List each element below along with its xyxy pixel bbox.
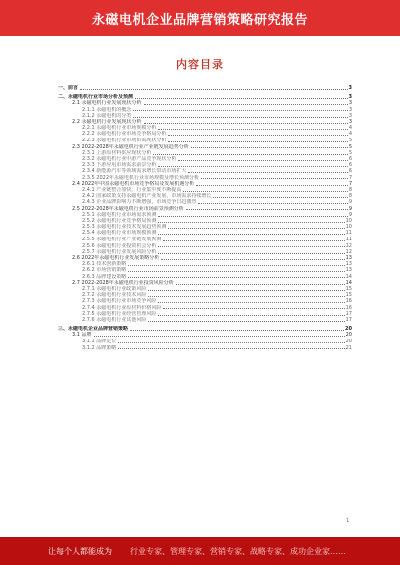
toc-entry-title: 2.7 2022-2028年永磁电机行业投资风险分析	[72, 279, 174, 286]
toc-entry-title: 2.3.3 下游应用市场需求前景分析	[82, 162, 157, 169]
toc-entry-page: 12	[345, 242, 352, 249]
toc-entry-page: 10	[345, 224, 352, 231]
toc-leader-dots	[186, 209, 348, 210]
toc-leader-dots	[161, 259, 344, 260]
toc-entry-title: 2.5.4 永磁电机行业市场规模预测	[82, 230, 157, 237]
toc-entry-page: 3	[348, 85, 352, 91]
toc-entry-page: 5	[348, 149, 352, 156]
toc-entry-page: 8	[348, 187, 352, 193]
toc-entry-page: 3	[348, 106, 352, 113]
toc-entry-page: 7	[348, 180, 352, 187]
toc-entry-page: 9	[348, 211, 352, 218]
toc-leader-dots	[80, 89, 348, 90]
toc-leader-dots	[128, 277, 344, 278]
toc-entry-title: 2.6.1 技术创新策略	[82, 261, 127, 268]
toc-entry-page: 20	[345, 338, 352, 345]
toc-entry-page: 3	[348, 94, 352, 101]
toc-leader-dots	[201, 178, 348, 179]
toc-leader-dots	[188, 172, 347, 173]
toc-leader-dots	[144, 104, 348, 105]
toc-entry-page: 9	[348, 199, 352, 206]
toc-leader-dots	[158, 253, 344, 254]
toc-entry-title: 2.5.7 永磁电机行业发展风险分析	[82, 248, 157, 255]
toc-leader-dots	[183, 191, 347, 192]
toc-entry-page: 13	[345, 261, 352, 268]
toc-entry-page: 16	[345, 304, 352, 311]
toc-entry-page: 5	[348, 143, 352, 150]
toc-heading: 内容目录	[176, 58, 224, 71]
toc-entry-title: 2.5.2 永磁电机行业竞争格局预测	[82, 217, 157, 224]
toc-entry-page: 6	[348, 162, 352, 169]
toc-entry-title: 2.2 永磁电机行业发展现状分析	[72, 118, 142, 125]
toc-entry-title: 2.5.5 永磁电机行业产业链发展预测	[82, 236, 162, 243]
toc-leader-dots	[153, 154, 347, 155]
toc-entry-title: 2.2.3 永磁电机行业市场供需现状分析	[82, 137, 167, 144]
toc-entry[interactable]	[52, 345, 352, 351]
toc-entry-title: 2.7.1 永磁电机行业政策风险	[82, 286, 147, 292]
toc-leader-dots	[158, 216, 347, 217]
toc-leader-dots	[133, 110, 348, 111]
toc-entry-page: 8	[348, 193, 352, 200]
toc-entry-title: 一、前言	[58, 85, 79, 91]
toc-leader-dots	[163, 240, 344, 241]
toc-entry-page: 4	[348, 125, 352, 132]
toc-leader-dots	[198, 203, 347, 204]
toc-leader-dots	[178, 160, 347, 161]
toc-leader-dots	[94, 336, 345, 337]
toc-entry-title: 2.5.6 永磁电机行业投资机会分析	[82, 242, 157, 249]
toc-entry-page: 11	[345, 230, 352, 237]
toc-entry-title: 3.1.1 品牌定位	[82, 338, 117, 345]
toc-entry-title: 2.4.1 产业链整合加快，行业集中度不断提高	[82, 187, 182, 193]
toc-entry-title: 二、永磁电机行业市场分析及预测	[58, 94, 134, 101]
toc-leader-dots	[163, 308, 344, 309]
toc-entry-title: 2.4.3 企业品牌影响力不断增强，市场竞争日趋激烈	[82, 199, 197, 206]
toc-entry-page: 13	[345, 267, 352, 274]
toc-entry-page: 15	[345, 292, 352, 299]
report-footer	[0, 537, 400, 565]
toc-leader-dots	[148, 321, 344, 322]
toc-entry-page: 17	[345, 316, 352, 323]
toc-entry-title: 2.6 2022年永磁电机行业发展策略分析	[72, 255, 160, 262]
toc-entry-page: 4	[348, 131, 352, 138]
toc-entry-title: 2.3.4 新能源汽车等领域需求增长带动市场扩大	[82, 168, 187, 175]
toc-entry-title: 2.2.2 永磁电机行业市场竞争格局分析	[82, 131, 167, 138]
toc-leader-dots	[158, 246, 344, 247]
toc-entry-page: 20	[345, 326, 352, 333]
toc-leader-dots	[133, 117, 348, 118]
toc-entry-title: 2.6.3 品牌建设策略	[82, 273, 127, 280]
footer-slogan-right: 行业专家、管理专家、营销专家、战略专家、成功企业家……	[130, 546, 346, 556]
toc-entry-title: 3.1 品牌	[72, 332, 92, 339]
toc-leader-dots	[168, 135, 347, 136]
toc-entry-title: 2.5 2022-2028年永磁电机行业市场前景预测分析	[72, 205, 184, 212]
toc-leader-dots	[158, 129, 347, 130]
toc-entry-page: 5	[348, 137, 352, 144]
toc-entry-title: 2.5.1 永磁电机行业市场需求预测	[82, 211, 157, 218]
toc-entry-title: 2.5.3 永磁电机行业技术发展趋势预测	[82, 224, 167, 231]
toc-entry-page: 10	[345, 217, 352, 224]
toc-entry-title: 2.7.4 永磁电机行业原材料价格风险	[82, 304, 162, 311]
toc-leader-dots	[148, 296, 344, 297]
toc-entry-page: 6	[348, 168, 352, 175]
toc-leader-dots	[135, 98, 348, 99]
toc-entry-title: 2.7.2 永磁电机行业技术风险	[82, 292, 147, 299]
toc-entry-page: 12	[345, 248, 352, 255]
toc-leader-dots	[158, 234, 344, 235]
toc-entry-page: 17	[345, 310, 352, 317]
toc-leader-dots	[158, 315, 344, 316]
toc-entry-title: 2.3 2022-2028年永磁电机行业产业链发展趋势分析	[72, 143, 189, 150]
toc-entry-page: 14	[345, 273, 352, 280]
page-number: 1	[346, 518, 350, 524]
toc-entry-page: 15	[345, 286, 352, 292]
toc-entry-page: 3	[348, 112, 352, 119]
toc-entry-title: 2.1 永磁电机行业发展现状分析	[72, 100, 142, 107]
toc-entry-page: 13	[345, 255, 352, 262]
toc-leader-dots	[118, 342, 344, 343]
toc-leader-dots	[158, 302, 344, 303]
toc-entry-title: 2.7.3 永磁电机行业市场竞争风险	[82, 298, 157, 305]
toc-entry-page: 6	[348, 156, 352, 163]
toc-entry-page: 3	[348, 118, 352, 125]
toc-entry-title: 2.3.5 2022年永磁电机行业市场规模及增长预测分析	[82, 174, 200, 181]
report-title: 永磁电机企业品牌营销策略研究报告	[91, 12, 308, 28]
toc-entry-title: 2.1.1 永磁电机的概念	[82, 106, 132, 113]
toc-leader-dots	[118, 348, 344, 349]
toc-entry-page: 11	[345, 236, 352, 243]
report-header	[0, 0, 400, 36]
toc-entry-page: 3	[348, 100, 352, 107]
toc-entry-title: 2.4 2022年中国永磁电机市场竞争格局及发展机遇分析	[72, 180, 195, 187]
table-of-contents	[52, 85, 352, 351]
toc-entry-title: 2.6.2 市场营销策略	[82, 267, 127, 274]
toc-leader-dots	[191, 147, 348, 148]
toc-entry-page: 7	[348, 174, 352, 181]
toc-entry-title: 2.7.5 永磁电机行业经营管理风险	[82, 310, 157, 317]
toc-leader-dots	[213, 197, 347, 198]
toc-leader-dots	[168, 228, 344, 229]
toc-entry-page: 21	[345, 344, 352, 351]
toc-entry-page: 16	[345, 298, 352, 305]
toc-leader-dots	[158, 222, 344, 223]
toc-leader-dots	[130, 330, 344, 331]
toc-entry-title: 3.1.2 品牌策略	[82, 344, 117, 351]
toc-leader-dots	[148, 290, 344, 291]
toc-entry-title: 2.3.2 永磁电机行业中游产品竞争现状分析	[82, 156, 177, 163]
toc-entry-title: 2.7.6 永磁电机行业其他风险	[82, 316, 147, 323]
toc-entry-title: 2.1.2 永磁电机的分类	[82, 112, 132, 119]
toc-entry-title: 2.3.1 上游原材料供应现状分析	[82, 149, 152, 156]
footer-slogan-left: 让每个人都能成为	[48, 546, 112, 556]
toc-entry-page: 9	[348, 205, 352, 212]
toc-entry-title: 2.4.2 国家政策支持永磁电机产业发展，市场需求持续增长	[82, 193, 212, 200]
toc-entry-page: 20	[345, 332, 352, 339]
toc-entry-title: 三、永磁电机企业品牌营销策略	[58, 326, 129, 333]
toc-entry-page: 14	[345, 279, 352, 286]
toc-leader-dots	[176, 284, 345, 285]
toc-leader-dots	[168, 141, 347, 142]
toc-leader-dots	[128, 271, 344, 272]
toc-leader-dots	[128, 265, 344, 266]
toc-leader-dots	[144, 123, 348, 124]
toc-leader-dots	[196, 185, 348, 186]
toc-entry-title: 2.2.1 永磁电机行业市场规模分析	[82, 125, 157, 132]
toc-leader-dots	[158, 166, 347, 167]
